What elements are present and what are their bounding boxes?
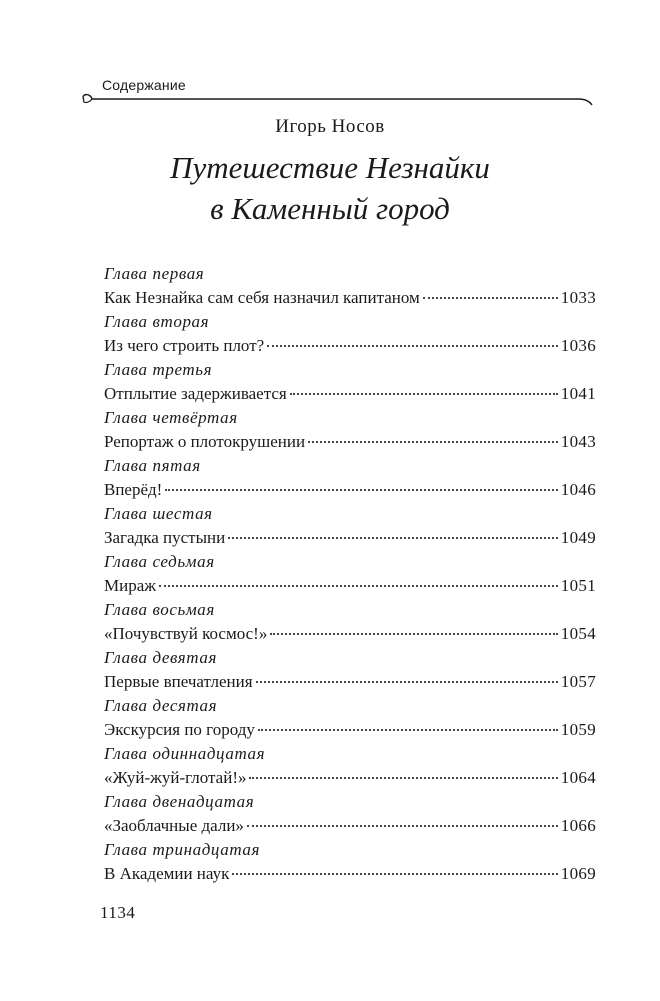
chapter-label: Глава четвёртая: [104, 408, 238, 427]
entry-line: [104, 430, 596, 454]
chapter-title: Загадка пустыни: [104, 528, 226, 547]
book-title-line-1: Путешествие Незнайки: [170, 150, 490, 185]
chapter-label: Глава вторая: [104, 312, 210, 331]
chapter-page-number: 1036: [560, 336, 596, 355]
toc-entry[interactable]: [104, 790, 596, 838]
dot-leader: [290, 393, 558, 395]
chapter-title: Мираж: [104, 576, 157, 595]
toc-entry[interactable]: [104, 358, 596, 406]
chapter-page-number: 1059: [560, 720, 596, 739]
chapter-page-number: 1064: [560, 768, 596, 787]
entry-line: [104, 574, 596, 598]
dot-leader: [247, 825, 558, 827]
entry-line: [104, 622, 596, 646]
toc-entry[interactable]: [104, 262, 596, 310]
chapter-title: В Академии наук: [104, 864, 230, 883]
chapter-label: Глава шестая: [104, 504, 213, 523]
chapter-title: «Заоблачные дали»: [104, 816, 244, 835]
toc-entry[interactable]: [104, 454, 596, 502]
header-rule-ornament: [78, 92, 598, 106]
running-head: Содержание: [102, 77, 186, 93]
chapter-label: Глава одиннадцатая: [104, 744, 266, 763]
toc-entry[interactable]: [104, 646, 596, 694]
table-of-contents: [104, 262, 596, 886]
dot-leader: [267, 345, 558, 347]
chapter-label: Глава тринадцатая: [104, 840, 261, 859]
book-title-line-2: в Каменный город: [210, 191, 450, 226]
chapter-page-number: 1041: [560, 384, 596, 403]
toc-entry[interactable]: [104, 406, 596, 454]
chapter-label: Глава десятая: [104, 696, 218, 715]
dot-leader: [256, 681, 558, 683]
book-title: [0, 147, 660, 229]
dot-leader: [270, 633, 557, 635]
entry-line: [104, 670, 596, 694]
chapter-page-number: 1069: [560, 864, 596, 883]
chapter-label: Глава третья: [104, 360, 213, 379]
chapter-title: Репортаж о плотокрушении: [104, 432, 306, 451]
entry-line: [104, 334, 596, 358]
entry-line: [104, 814, 596, 838]
toc-entry[interactable]: [104, 502, 596, 550]
chapter-title: Первые впечатления: [104, 672, 253, 691]
toc-entry[interactable]: [104, 838, 596, 886]
toc-entry[interactable]: [104, 550, 596, 598]
entry-line: [104, 286, 596, 310]
entry-line: [104, 862, 596, 886]
chapter-label: Глава двенадцатая: [104, 792, 255, 811]
chapter-page-number: 1051: [560, 576, 596, 595]
dot-leader: [308, 441, 558, 443]
chapter-label: Глава пятая: [104, 456, 201, 475]
dot-leader: [228, 537, 558, 539]
toc-entry[interactable]: [104, 694, 596, 742]
chapter-page-number: 1043: [560, 432, 596, 451]
toc-entry[interactable]: [104, 310, 596, 358]
chapter-title: Вперёд!: [104, 480, 163, 499]
chapter-page-number: 1066: [560, 816, 596, 835]
entry-line: [104, 766, 596, 790]
chapter-title: Как Незнайка сам себя назначил капитаном: [104, 288, 420, 307]
toc-entry[interactable]: [104, 742, 596, 790]
entry-line: [104, 382, 596, 406]
book-author: Игорь Носов: [275, 116, 385, 137]
dot-leader: [232, 873, 557, 875]
chapter-label: Глава первая: [104, 264, 205, 283]
chapter-title: Экскурсия по городу: [104, 720, 255, 739]
dot-leader: [165, 489, 557, 491]
chapter-page-number: 1057: [560, 672, 596, 691]
entry-line: [104, 478, 596, 502]
chapter-page-number: 1046: [560, 480, 596, 499]
toc-entry[interactable]: [104, 598, 596, 646]
dot-leader: [159, 585, 558, 587]
chapter-page-number: 1054: [560, 624, 596, 643]
chapter-label: Глава восьмая: [104, 600, 215, 619]
dot-leader: [258, 729, 558, 731]
chapter-page-number: 1033: [560, 288, 596, 307]
dot-leader: [249, 777, 557, 779]
dot-leader: [423, 297, 558, 299]
chapter-title: Из чего строить плот?: [104, 336, 265, 355]
page-number: 1134: [100, 903, 136, 922]
chapter-title: Отплытие задерживается: [104, 384, 287, 403]
entry-line: [104, 718, 596, 742]
chapter-title: «Почувствуй космос!»: [104, 624, 268, 643]
chapter-page-number: 1049: [560, 528, 596, 547]
chapter-title: «Жуй-жуй-глотай!»: [104, 768, 247, 787]
chapter-label: Глава седьмая: [104, 552, 215, 571]
entry-line: [104, 526, 596, 550]
chapter-label: Глава девятая: [104, 648, 217, 667]
